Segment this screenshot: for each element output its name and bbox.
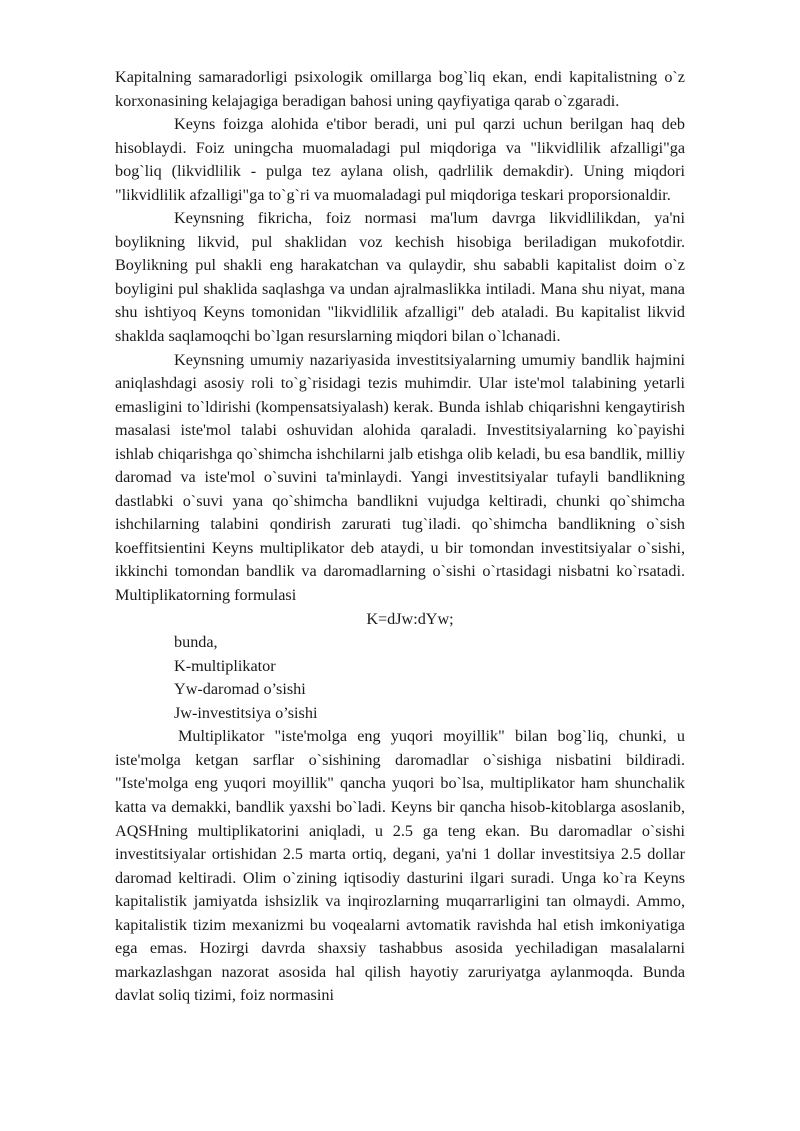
definition-k: K-multiplikator	[174, 656, 276, 675]
paragraph-5: Multiplikator "iste'molga eng yuqori moyillik" bilan bog`liq, chunki, u iste'molga ketgan sarflar o`sishining daromadlar o`sishiga nisbatini bildiradi. "Iste'molga eng yuqori moyillik" qancha yuqori bo`lsa, multiplikator ham shunchalik katta va demakki, bandlik yaxshi bo`ladi. Keyns bir qancha hisob-kitoblarga asoslanib, AQSHning multiplikatorini aniqladi, u 2.5 ga teng ekan. Bu daromadlar o`sishi investitsiyalar ortishidan 2.5 marta ortiq, degani, ya'ni 1 dollar investitsiya 2.5 dollar daromad keltiradi. Olim o`zining iqtisodiy dasturini ilgari suradi. Unga ko`ra Keyns kapitalistik jamiyatda ishsizlik va inqirozlarning muqarrarligini tan olmaydi. Ammo, kapitalistik tizim mexanizmi bu voqealarni avtomatik ravishda hal etish imkoniyatiga ega emas. Hozirgi davrda shaxsiy tashabbus asosida yechiladigan masalalarni markazlashgan nazorat asosida hal qilish hayotiy zaruriyatga aylanmoqda. Bunda davlat soliq tizimi, foiz normasini	[115, 727, 685, 1005]
definition-intro: bunda,	[174, 633, 218, 652]
paragraph-1: Kapitalning samaradorligi psixologik omillarga bog`liq ekan, endi kapitalistning o`z korxonasining kelajagiga beradigan bahosi uning qayfiyatiga qarab o`zgaradi.	[115, 68, 685, 110]
definition-yw: Yw-daromad o’sishi	[174, 680, 306, 699]
document-page	[115, 66, 685, 1008]
definition-jw: Jw-investitsiya o’sishi	[174, 703, 318, 722]
paragraph-2: Keyns foizga alohida e'tibor beradi, uni pul qarzi uchun berilgan haq deb hisoblaydi. Foiz uningcha muomaladagi pul miqdoriga va "likvidlilik afzalligi"ga bog`liq (likvidlilik - pulga tez aylana olish, qadrlilik demakdir). Uning miqdori "likvidlilik afzalligi"ga to`g`ri va muomaladagi pul miqdoriga teskari proporsionaldir.	[115, 115, 685, 204]
formula-definitions	[115, 631, 685, 725]
multiplier-formula: K=dJw:dYw;	[366, 609, 454, 628]
paragraph-4: Keynsning umumiy nazariyasida investitsiyalarning umumiy bandlik hajmini aniqlashdagi asosiy roli to`g`risidagi tezis muhimdir. Ular iste'mol talabining yetarli emasligini to`ldirishi (kompensatsiyalash) kerak. Bunda ishlab chiqarishni kengaytirish masalasi iste'mol talabi oshuvidan alohida qaraladi. Investitsiyalarning ko`payishi ishlab chiqarishga qo`shimcha ishchilarni jalb etishga olib keladi, bu esa bandlik, milliy daromad va iste'mol o`suvini ta'minlaydi. Yangi investitsiyalar tufayli bandlikning dastlabki o`suvi yana qo`shimcha bandlikni vujudga keltiradi, chunki qo`shimcha ishchilarning talabini qondirish zarurati tug`iladi. qo`shimcha bandlikning o`sish koeffitsientini Keyns multiplikator deb ataydi, u bir tomondan investitsiyalar o`sishi, ikkinchi tomondan bandlik va daromadlarning o`sishi o`rtasidagi nisbatni ko`rsatadi. Multiplikatorning formulasi	[115, 350, 685, 605]
paragraph-3: Keynsning fikricha, foiz normasi ma'lum davrga likvidlilikdan, ya'ni boylikning likvid, pul shaklidan voz kechish hisobiga beriladigan mukofotdir. Boylikning pul shakli eng harakatchan va qulaydir, shu sababli kapitalist doim o`z boyligini pul shaklida saqlashga va undan ajralmaslikka intiladi. Mana shu niyat, mana shu ishtiyoq Keyns tomonidan "likvidlilik afzalligi" deb ataladi. Bu kapitalist likvid shaklda saqlamoqchi bo`lgan resurslarning miqdori bilan o`lchanadi.	[115, 209, 685, 346]
